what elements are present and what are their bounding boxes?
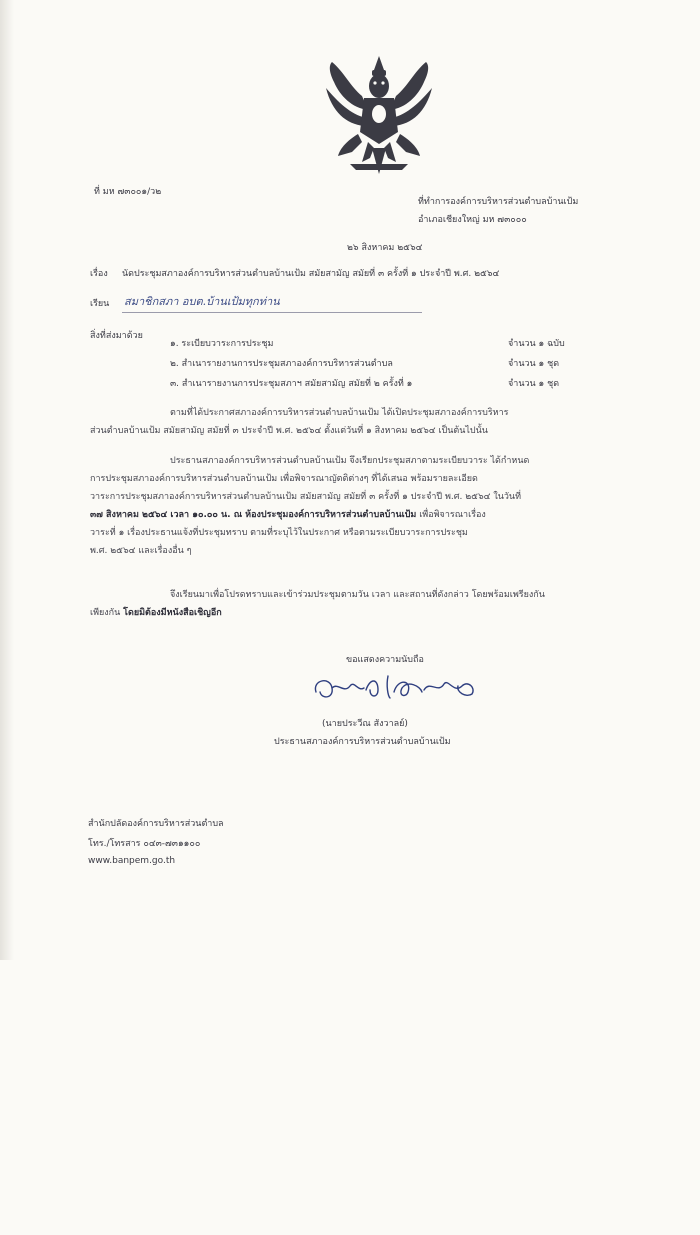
- attachment-item: ๓. สำเนารายงานการประชุมสภาฯ สมัยสามัญ สมัยที่ ๒ ครั้งที่ ๑: [170, 379, 413, 389]
- paragraph-line: วาระที่ ๑ เรื่องประธานแจ้งที่ประชุมทราบ ตามที่ระบุไว้ในประกาศ หรือตามระเบียบวาระการประชุม: [90, 528, 468, 538]
- attachment-item: ๑. ระเบียบวาระการประชุม: [170, 339, 274, 349]
- footer-phone: โทร./โทรสาร ๐๔๓-๗๓๑๑๐๐: [88, 839, 201, 849]
- recipient-underline: [122, 312, 422, 313]
- letter-date: ๒๖ สิงหาคม ๒๕๖๔: [347, 243, 423, 253]
- sender-address: อำเภอเชียงใหญ่ มห ๗๓๐๐๐: [418, 215, 527, 225]
- attachment-qty: จำนวน ๑ ชุด: [508, 379, 560, 389]
- paragraph-line: พ.ศ. ๒๕๖๔ และเรื่องอื่น ๆ: [90, 546, 192, 556]
- attachment-item: ๒. สำเนารายงานการประชุมสภาองค์การบริหารส่วนตำบล: [170, 359, 393, 369]
- paragraph-line: ประธานสภาองค์การบริหารส่วนตำบลบ้านเป้ม จึงเรียกประชุมสภาตามระเบียบวาระ ได้กำหนด: [170, 456, 530, 466]
- footer-office: สำนักปลัดองค์การบริหารส่วนตำบล: [88, 819, 224, 829]
- reference-number: ที่ มห ๗๓๐๐๑/ว๒: [94, 187, 162, 197]
- paragraph-fragment: เพียงกัน: [90, 608, 121, 618]
- subject-label: เรื่อง: [90, 269, 108, 279]
- meeting-datetime-place: ๓๗ สิงหาคม ๒๕๖๔ เวลา ๑๐.๐๐ น. ณ ห้องประชุมองค์การบริหารส่วนตำบลบ้านเป้ม: [90, 510, 417, 520]
- garuda-emblem-icon: [322, 52, 436, 178]
- paragraph-intro: [90, 404, 509, 440]
- paragraph-line: ตามที่ได้ประกาศสภาองค์การบริหารส่วนตำบลบ้านเป้ม ได้เปิดประชุมสภาองค์การบริหาร: [170, 408, 509, 418]
- page-edge-shadow: [0, 0, 14, 960]
- paragraph-line: วาระการประชุมสภาองค์การบริหารส่วนตำบลบ้านเป้ม สมัยสามัญ สมัยที่ ๓ ครั้งที่ ๑ ประจำปี พ.ศ. ๒๕๖๔ ในวันที่: [90, 492, 522, 502]
- footer-website: www.banpem.go.th: [88, 856, 176, 866]
- sender-name: ที่ทำการองค์การบริหารส่วนตำบลบ้านเป้ม: [418, 197, 579, 207]
- paragraph-line: [90, 506, 529, 524]
- signer-title: ประธานสภาองค์การบริหารส่วนตำบลบ้านเป้ม: [274, 737, 451, 747]
- no-further-invitation-note: โดยมิต้องมีหนังสือเชิญอีก: [123, 608, 222, 618]
- attachments-label: สิ่งที่ส่งมาด้วย: [90, 331, 143, 341]
- paragraph-line: การประชุมสภาองค์การบริหารส่วนตำบลบ้านเป้ม เพื่อพิจารณาญัตติต่างๆ ที่ได้เสนอ พร้อมรายละเอียด: [90, 474, 478, 484]
- signer-name: (นายประวีณ สังวาลย์): [322, 719, 408, 729]
- closing-phrase: ขอแสดงความนับถือ: [346, 655, 424, 665]
- paragraph-request: [90, 586, 545, 622]
- subject-text: นัดประชุมสภาองค์การบริหารส่วนตำบลบ้านเป้ม สมัยสามัญ สมัยที่ ๓ ครั้งที่ ๑ ประจำปี พ.ศ. ๒๕๖๔: [122, 269, 500, 279]
- attachment-qty: จำนวน ๑ ฉบับ: [508, 339, 565, 349]
- handwritten-signature: [308, 668, 484, 706]
- paragraph-line: ส่วนตำบลบ้านเป้ม สมัยสามัญ สมัยที่ ๓ ประจำปี พ.ศ. ๒๕๖๔ ตั้งแต่วันที่ ๑ สิงหาคม ๒๕๖๔ เป็นต้นไปนั้น: [90, 426, 488, 436]
- paragraph-meeting: [90, 452, 529, 560]
- paragraph-fragment: เพื่อพิจารณาเรื่อง: [419, 510, 486, 520]
- paragraph-line: [90, 604, 545, 622]
- recipient-handwritten: สมาชิกสภา อบต.บ้านเป้มทุกท่าน: [124, 295, 280, 308]
- recipient-label: เรียน: [90, 299, 110, 309]
- attachment-qty: จำนวน ๑ ชุด: [508, 359, 560, 369]
- paragraph-line: จึงเรียนมาเพื่อโปรดทราบและเข้าร่วมประชุมตามวัน เวลา และสถานที่ดังกล่าว โดยพร้อมเพรียงกัน: [170, 590, 545, 600]
